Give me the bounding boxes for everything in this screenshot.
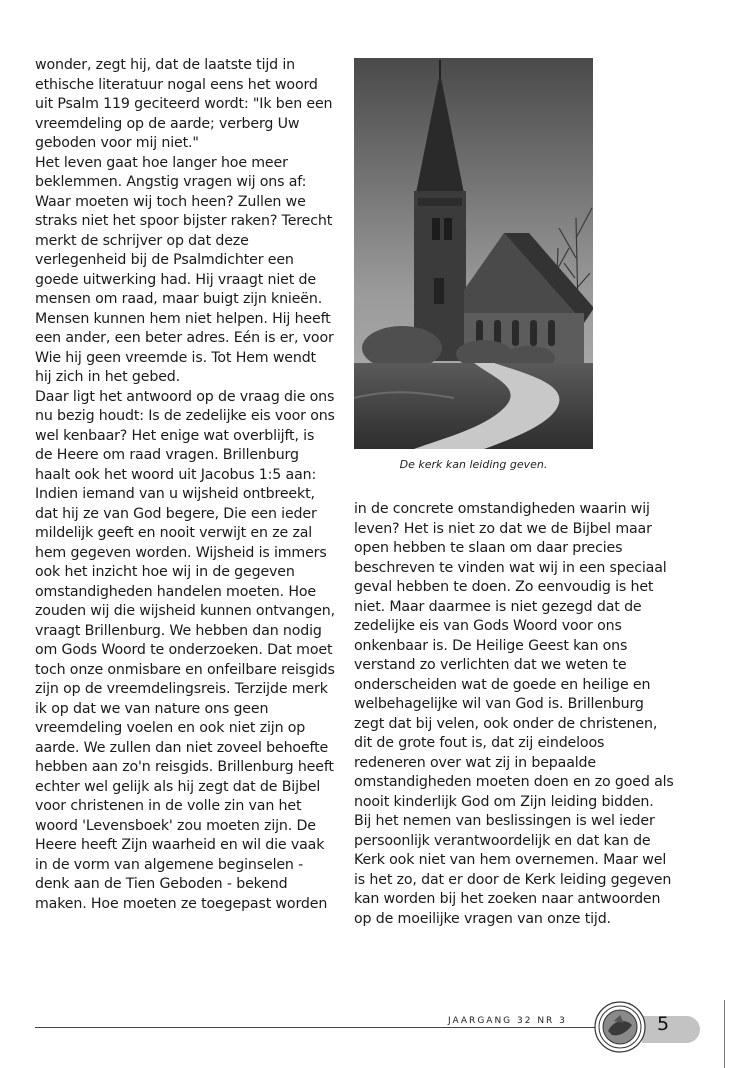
article-left-column — [35, 56, 335, 914]
paragraph: Het leven gaat hoe langer hoe meer beklemmen. Angstig vragen wij ons af: Waar moeten wij toch heen? Zullen we straks niet het spoor bijster raken? Terecht merkt de schrijver op dat deze verlegenheid bij de Psalmdichter een goede uitwerking had. Hij vraagt niet de mensen om raad, maar buigt zijn knieën. Mensen kunnen hem niet helpen. Hij heeft een ander, een beter adres. Eén is er, voor Wie hij geen vreemde is. Tot Hem wendt hij zich in het gebed. — [35, 154, 334, 385]
church-photo — [354, 58, 593, 449]
paragraph: wonder, zegt hij, dat de laatste tijd in ethische literatuur nogal eens het woord uit Psalm 119 geciteerd wordt: "Ik ben een vreemdeling op de aarde; verberg Uw geboden voor mij niet." — [35, 57, 333, 151]
footer-rule — [35, 1027, 635, 1028]
article-right-column — [354, 500, 674, 929]
paragraph: Daar ligt het antwoord op de vraag die ons nu bezig houdt: Is de zedelijke eis voor ons wel kenbaar? Het enige wat overblijft, is de Heere om raad vragen. Brillenburg haalt ook het woord uit Jacobus 1:5 aan: Indien iemand van u wijsheid ontbreekt, dat hij ze van God begere, Die een ieder mildelijk geeft en nooit verwijt en ze zal hem gegeven worden. Wijsheid is immers ook het inzicht hoe wij in de gegeven omstandigheden handelen moeten. Hoe zouden wij die wijsheid kunnen ontvangen, vraagt Brillenburg. We hebben dan nodig om Gods Woord te onderzoeken. Dat moet toch onze onmisbare en onfeilbare reisgids zijn op de vreemdelingsreis. Terzijde merk ik op dat we van nature ons geen vreemdeling voelen en ook niet zijn op aarde. We zullen dan niet zoveel behoefte hebben aan zo'n reisgids. Brillenburg heeft echter wel gelijk als hij zegt dat de Bijbel voor christenen in de volle zin van het woord 'Levensboek' zou moeten zijn. De Heere heeft Zijn waarheid en wil die vaak in de vorm van algemene beginselen - denk aan de Tien Geboden - bekend maken. Hoe moeten ze toegepast worden — [35, 388, 335, 912]
photo-caption: De kerk kan leiding geven. — [399, 458, 548, 471]
page-number: 5 — [657, 1013, 670, 1035]
paragraph: in de concrete omstandigheden waarin wij leven? Het is niet zo dat we de Bijbel maar open hebben te slaan om daar precies beschreven te vinden wat wij in een speciaal geval hebben te doen. Zo eenvoudig is het niet. Maar daarmee is niet gezegd dat de zedelijke eis van Gods Woord voor ons onkenbaar is. De Heilige Geest kan ons verstand zo verlichten dat we weten te onderscheiden wat de goede en heilige en welbehagelijke wil van God is. Brillenburg zegt dat bij velen, ook onder de christenen, dit de grote fout is, dat zij eindeloos redeneren over wat zij in bepaalde omstandigheden moeten doen en zo goed als nooit kinderlijk God om Zijn leiding bidden. Bij het nemen van beslissingen is wel ieder persoonlijk verantwoordelijk en dat kan de Kerk ook niet van hem overnemen. Maar wel is het zo, dat er door de Kerk leiding gegeven kan worden bij het zoeken naar antwoorden op de moeilijke vragen van onze tijd. — [354, 501, 674, 927]
page-edge-divider — [724, 1000, 725, 1068]
church-illustration — [354, 58, 593, 449]
issue-label: JAARGANG 32 NR 3 — [448, 1016, 567, 1026]
magazine-seal-icon — [594, 1001, 646, 1053]
page-tab — [642, 1016, 700, 1043]
